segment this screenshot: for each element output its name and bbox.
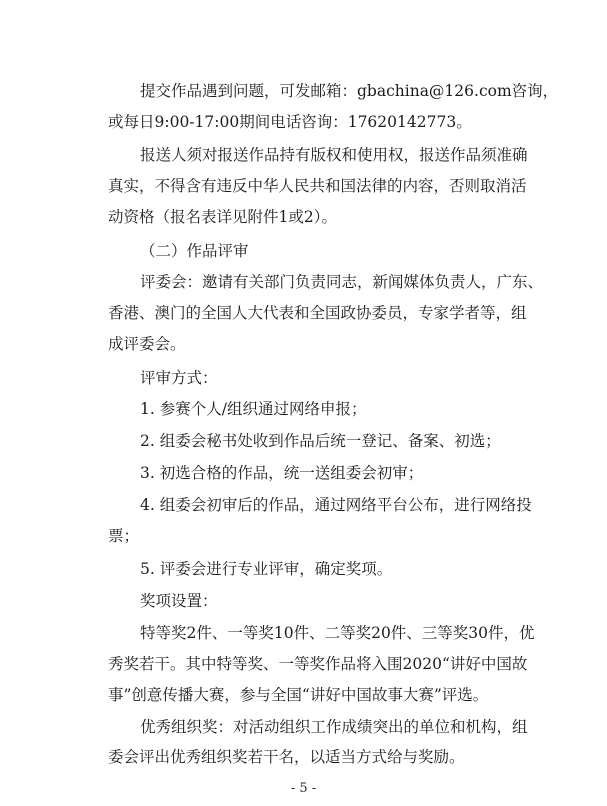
paragraph-line: 事”创意传播大赛，参与全国“讲好中国故事大赛”评选。 [108,686,489,704]
paragraph-line: 香港、澳门的全国人大代表和全国政协委员，专家学者等，组 [108,304,527,322]
list-item: 票； [108,527,140,545]
paragraph-line: 报送人须对报送作品持有版权和使用权，报送作品须准确 [140,146,528,164]
paragraph-line: 真实，不得含有违反中华人民共和国法律的内容，否则取消活 [108,177,527,195]
paragraph-line: 评委会：邀请有关部门负责同志，新闻媒体负责人，广东、 [140,273,544,291]
list-item: 1. 参赛个人/组织通过网络申报； [140,400,367,418]
paragraph-line: 动资格（报名表详见附件1或2）。 [108,208,337,226]
paragraph-line: 成评委会。 [108,335,186,353]
paragraph-line: 优秀组织奖：对活动组织工作成绩突出的单位和机构，组 [140,718,528,736]
paragraph-line: 提交作品遇到问题，可发邮箱：gbachina@126.com咨询， [140,82,559,100]
paragraph-line: 或每日9:00-17:00期间电话咨询：17620142773。 [108,113,472,131]
list-item: 3. 初选合格的作品，统一送组委会初审； [140,464,424,482]
paragraph-line: 评审方式： [140,369,218,387]
page-number: - 5 - [290,781,317,796]
paragraph-line: 委会评出优秀组织奖若干名，以适当方式给与奖励。 [108,748,465,766]
paragraph-line: 奖项设置： [140,592,218,610]
list-item: 2. 组委会秘书处收到作品后统一登记、备案、初选； [140,432,501,450]
paragraph-line: 特等奖2件、一等奖10件、二等奖20件、三等奖30件，优 [140,624,535,642]
list-item: 4. 组委会初审后的作品，通过网络平台公布，进行网络投 [140,496,532,514]
list-item: 5. 评委会进行专业评审，确定奖项。 [140,560,393,578]
paragraph-line: 秀奖若干。其中特等奖、一等奖作品将入围2020“讲好中国故 [108,655,528,673]
section-heading: （二）作品评审 [140,242,249,260]
